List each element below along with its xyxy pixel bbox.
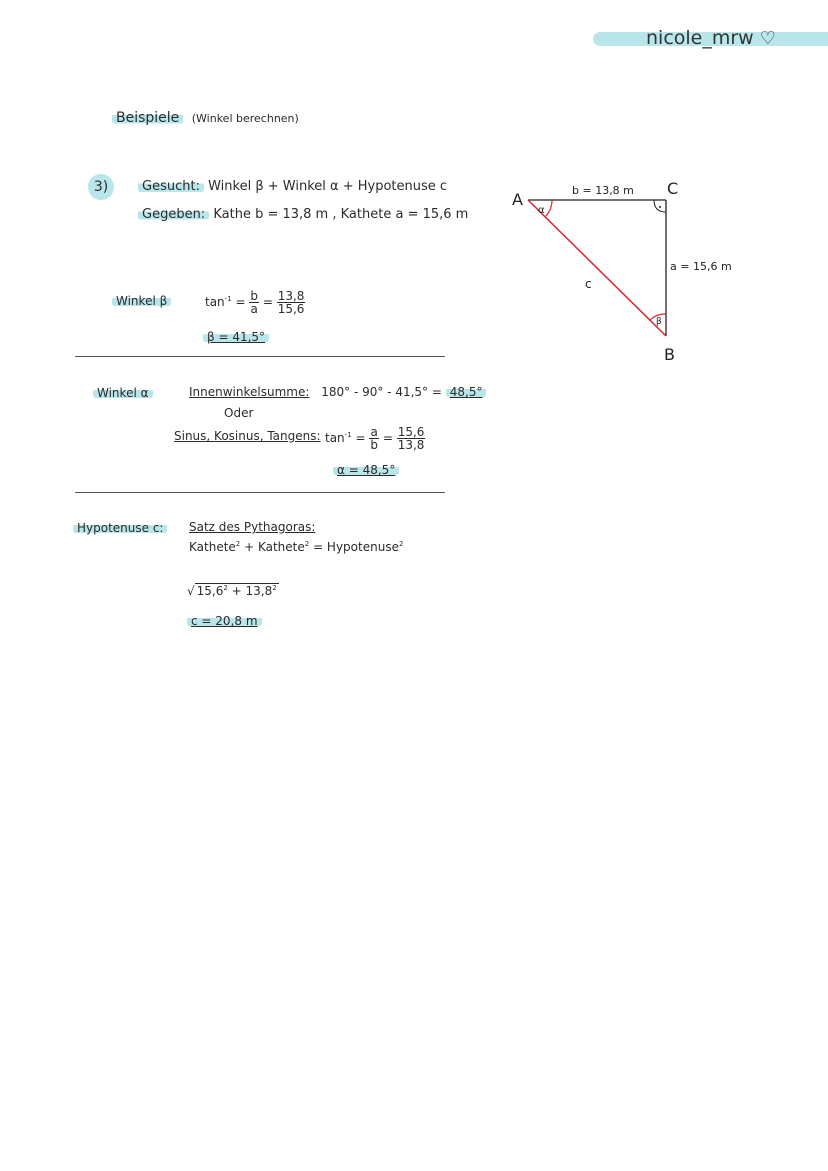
section-subtitle: (Winkel berechnen): [191, 112, 299, 125]
alpha-calc1: 180° - 90° - 41,5° =: [321, 385, 442, 399]
side-a-label: a = 15,6 m: [670, 260, 732, 273]
alpha-or-text: Oder: [224, 406, 254, 420]
alpha-method2-text: Sinus, Kosinus, Tangens:: [174, 429, 321, 443]
hyp-sq-1: 2: [235, 540, 241, 548]
task-number: [88, 174, 114, 200]
heart-icon: ♡: [759, 28, 776, 49]
alpha-or: [224, 406, 253, 420]
gesucht-label: Gesucht:: [138, 179, 204, 194]
alpha-arc: [545, 200, 552, 217]
hyp-result-text: c = 20,8 m: [187, 614, 262, 628]
task-number-text: 3): [93, 179, 109, 195]
alpha-label-text: Winkel α: [93, 386, 153, 400]
hyp-root-sq-2: 2: [272, 584, 277, 592]
alpha-angle-label: α: [538, 205, 545, 216]
alpha-method1-text: Innenwinkelsumme:: [189, 385, 310, 399]
gesucht-text: Winkel β + Winkel α + Hypotenuse c: [208, 179, 448, 194]
hyp-formula-c: = Hypotenuse: [313, 540, 399, 554]
beta-label: [112, 294, 171, 308]
alpha-exp: -1: [344, 431, 352, 439]
hyp-sq-3: 2: [398, 540, 404, 548]
alpha-frac2-num: 15,6: [397, 425, 425, 439]
vertex-c: C: [667, 179, 679, 198]
hyp-formula-a: Kathete: [189, 540, 236, 554]
triangle-diagram: [500, 170, 740, 370]
side-c-line: [528, 200, 666, 336]
beta-exp: -1: [224, 295, 232, 303]
section-title: [112, 110, 299, 126]
hyp-formula-b: + Kathete: [244, 540, 305, 554]
hyp-label-text: Hypotenuse c:: [73, 521, 167, 535]
beta-frac2: [277, 290, 306, 315]
vertex-b: B: [664, 345, 675, 364]
gesucht-line: [138, 179, 447, 194]
beta-func: tan: [205, 295, 225, 309]
beta-formula: $\tan^{-1}$ = $\frac{b}{a}$ = $\frac{13,8}{15,6}$: [205, 289, 305, 316]
beta-result: [203, 330, 269, 344]
alpha-frac2-den: 13,8: [397, 438, 425, 452]
gegeben-line: [138, 207, 468, 222]
divider-1: [75, 356, 445, 357]
hyp-root: [187, 584, 279, 598]
alpha-result: [333, 463, 399, 477]
section-title-text: Beispiele: [112, 110, 183, 126]
beta-frac1: [249, 290, 259, 315]
hyp-root-a: 15,6: [196, 584, 224, 598]
beta-frac2-num: 13,8: [277, 289, 305, 303]
hyp-root-sq-1: 2: [223, 584, 228, 592]
alpha-frac1-num: a: [370, 425, 378, 439]
beta-result-text: β = 41,5°: [203, 330, 269, 344]
right-angle-dot: [659, 206, 661, 208]
gegeben-label: Gegeben:: [138, 207, 209, 222]
alpha-formula: $\tan^{-1}$ = $\frac{a}{b}$ = $\frac{15,6}{13,8}$: [325, 425, 425, 452]
alpha-method2: [174, 429, 321, 443]
alpha-method1: [189, 385, 486, 399]
alpha-result-text: α = 48,5°: [333, 463, 399, 477]
sqrt-icon: √: [187, 584, 195, 598]
beta-frac1-den: a: [250, 302, 258, 316]
author-name: [646, 27, 776, 49]
alpha-frac2: [397, 426, 426, 451]
beta-angle-label: β: [656, 317, 662, 327]
divider-2: [75, 492, 445, 493]
alpha-frac1: [369, 426, 379, 451]
hyp-root-b: + 13,8: [231, 584, 273, 598]
alpha-frac1-den: b: [370, 438, 378, 452]
hyp-result: [187, 614, 262, 628]
alpha-label: [93, 386, 153, 400]
gegeben-text: Kathe b = 13,8 m , Kathete a = 15,6 m: [213, 207, 469, 222]
author-text: nicole_mrw: [646, 27, 754, 49]
beta-label-text: Winkel β: [112, 294, 171, 308]
alpha-func: tan: [325, 431, 345, 445]
hyp-sq-2: 2: [304, 540, 310, 548]
beta-frac1-num: b: [250, 289, 258, 303]
beta-frac2-den: 15,6: [277, 302, 305, 316]
side-c-label: c: [585, 277, 592, 291]
hyp-theorem-text: Satz des Pythagoras:: [189, 520, 316, 534]
vertex-a: A: [512, 190, 523, 209]
side-b-label: b = 13,8 m: [572, 184, 634, 197]
hyp-formula: [189, 540, 403, 554]
alpha-calc1-result: 48,5°: [446, 385, 487, 399]
hyp-theorem: [189, 520, 315, 534]
hyp-label: [73, 521, 167, 535]
